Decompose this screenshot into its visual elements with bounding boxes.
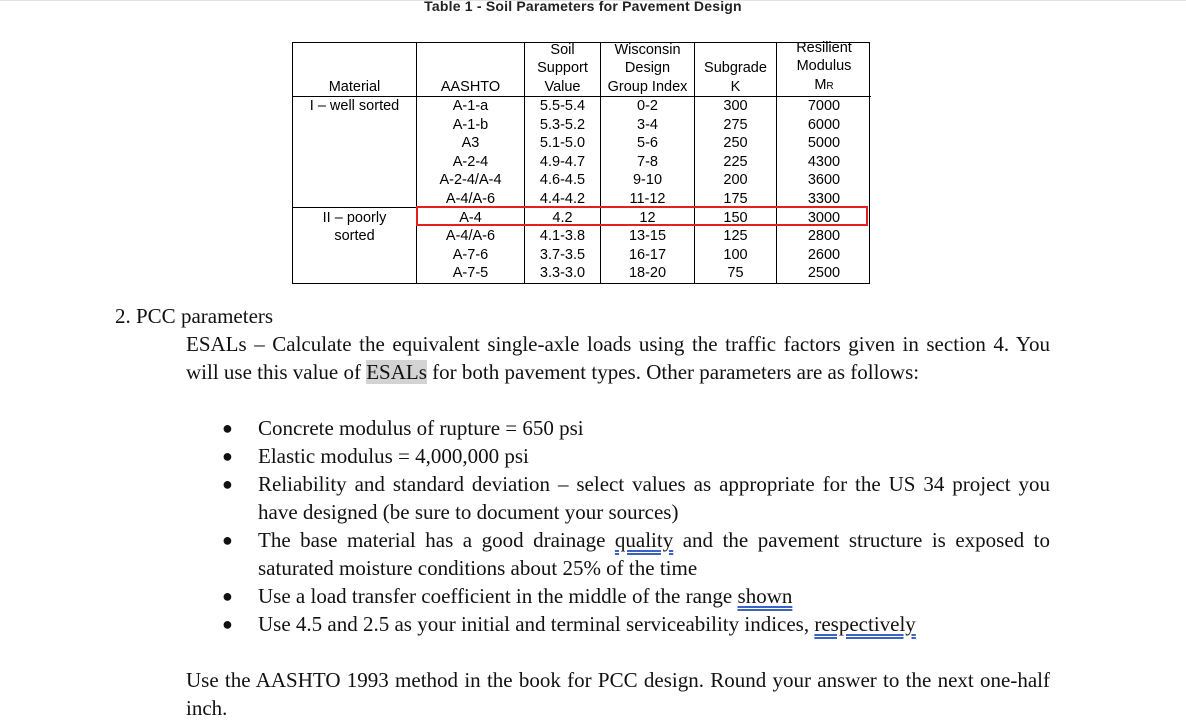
table-cell: 3.7-3.5: [539, 246, 586, 263]
list-item: ● Use 4.5 and 2.5 as your initial and terminal serviceability indices, respectively: [222, 612, 916, 636]
list-item: ● Use a load transfer coefficient in the middle of the range shown: [222, 584, 793, 608]
table-cell: 3.3-3.0: [539, 265, 586, 282]
table-cell: 9-10: [632, 172, 663, 189]
table-cell: 6000: [807, 116, 841, 133]
material-column: [293, 43, 417, 283]
table-cell: 3600: [807, 172, 841, 189]
table-cell: 4300: [807, 153, 841, 170]
list-item: ● Elastic modulus = 4,000,000 psi: [222, 444, 529, 468]
resilient-modulus-column: [777, 39, 871, 283]
esals-paragraph: ESALs – Calculate the equivalent single-axle loads using the traffic factors given in section 4. You will use this value of ESALs for both pavement types. Other parameters are as follows:: [186, 332, 1050, 384]
table-cell: 12: [639, 209, 656, 226]
table-cell: 3-4: [637, 116, 658, 133]
table-cell: 16-17: [628, 246, 667, 263]
grammar-flag-respectively[interactable]: respectively: [814, 612, 916, 636]
material-header: Material: [328, 78, 381, 95]
table-cell: 5000: [807, 135, 841, 152]
section-heading: 2. PCC parameters: [115, 304, 274, 328]
subgrade-k-column: [695, 43, 777, 283]
table-cell: 11-12: [629, 190, 666, 207]
bullet-icon: ●: [222, 474, 233, 494]
table-cell: 300: [723, 98, 748, 114]
list-item: ● The base material has a good drainage quality and the pavement structure is exposed to saturated moisture conditions about 25% of the time: [222, 528, 1050, 580]
table-cell: 75: [727, 265, 744, 282]
bullet-icon: ●: [222, 418, 233, 438]
table-cell: 5.3-5.2: [539, 116, 586, 133]
list-item: ● Concrete modulus of rupture = 650 psi: [222, 416, 584, 440]
table-cell: A-4/A-6: [445, 190, 496, 207]
closing-paragraph: Use the AASHTO 1993 method in the book for PCC design. Round your answer to the next one-half inch.: [186, 668, 1050, 720]
table-cell: A-1-b: [452, 116, 489, 133]
table-cell: 2600: [807, 246, 841, 263]
aashto-cells: [417, 97, 524, 283]
table-cell: A-7-6: [452, 246, 489, 263]
table-cell: 13-15: [628, 228, 667, 245]
table-cell: A-2-4: [452, 153, 489, 170]
table-cell: 7-8: [637, 153, 658, 170]
list-item: ● Reliability and standard deviation – select values as appropriate for the US 34 project you have designed (be sure to document your sources): [222, 472, 1050, 524]
table-cell: 275: [723, 116, 748, 133]
table-cell: 175: [723, 190, 748, 207]
table-cell: 2500: [807, 265, 841, 282]
soil-support-header: Soil Support Value: [525, 43, 600, 97]
table-cell: A-1-a: [452, 98, 489, 114]
table-cell: 5.5-5.4: [539, 98, 586, 114]
table-cell: 4.2: [552, 209, 573, 226]
highlighted-text[interactable]: ESALs: [366, 360, 427, 384]
table-cell: 225: [723, 153, 748, 170]
aashto-column: [417, 43, 525, 283]
group-index-header: Wisconsin Design Group Index: [601, 43, 694, 97]
table-cell: 4.4-4.2: [539, 190, 586, 207]
bullet-icon: ●: [222, 614, 233, 634]
table-cell: 3300: [807, 190, 841, 207]
soil-support-column: [525, 43, 601, 283]
resilient-modulus-header: Resilient Modulus MR: [777, 43, 871, 97]
material-group-2-line2: sorted: [334, 228, 375, 245]
material-group-2-line1: II – poorly: [322, 209, 387, 226]
table-cell: A-4: [459, 209, 482, 226]
table-caption: Table 1 - Soil Parameters for Pavement Design: [424, 0, 742, 14]
bullet-icon: ●: [222, 530, 233, 550]
group-index-column: [601, 43, 695, 283]
table-cell: 4.1-3.8: [539, 228, 586, 245]
aashto-header: AASHTO: [440, 78, 501, 95]
grammar-flag-quality[interactable]: quality: [614, 528, 674, 552]
table-cell: 2800: [807, 228, 841, 245]
table-cell: A-2-4/A-4: [439, 172, 502, 189]
bullet-icon: ●: [222, 446, 233, 466]
table-cell: 200: [723, 172, 748, 189]
material-group-divider: [292, 207, 416, 208]
table-cell: 0-2: [637, 98, 658, 114]
table-cell: 18-20: [628, 265, 667, 282]
parameter-list: [218, 414, 1050, 638]
table-cell: A-4/A-6: [445, 228, 496, 245]
table-cell: 100: [723, 246, 748, 263]
table-cell: 5-6: [637, 135, 658, 152]
table-cell: 150: [723, 209, 748, 226]
table-cell: 7000: [807, 98, 841, 114]
material-group-1: I – well sorted: [309, 98, 400, 114]
table-cell: 5.1-5.0: [539, 135, 586, 152]
table-cell: 4.9-4.7: [539, 153, 586, 170]
table-cell: 4.6-4.5: [539, 172, 586, 189]
table-cell: 125: [723, 228, 748, 245]
table-cell: A3: [461, 135, 480, 152]
table-cell: 3000: [807, 209, 841, 226]
table-cell: 250: [723, 135, 748, 152]
subgrade-k-header: Subgrade K: [695, 43, 776, 97]
grammar-flag-shown[interactable]: shown: [737, 584, 793, 608]
bullet-icon: ●: [222, 586, 233, 606]
soil-parameters-table: [292, 39, 870, 284]
table-cell: A-7-5: [452, 265, 489, 282]
